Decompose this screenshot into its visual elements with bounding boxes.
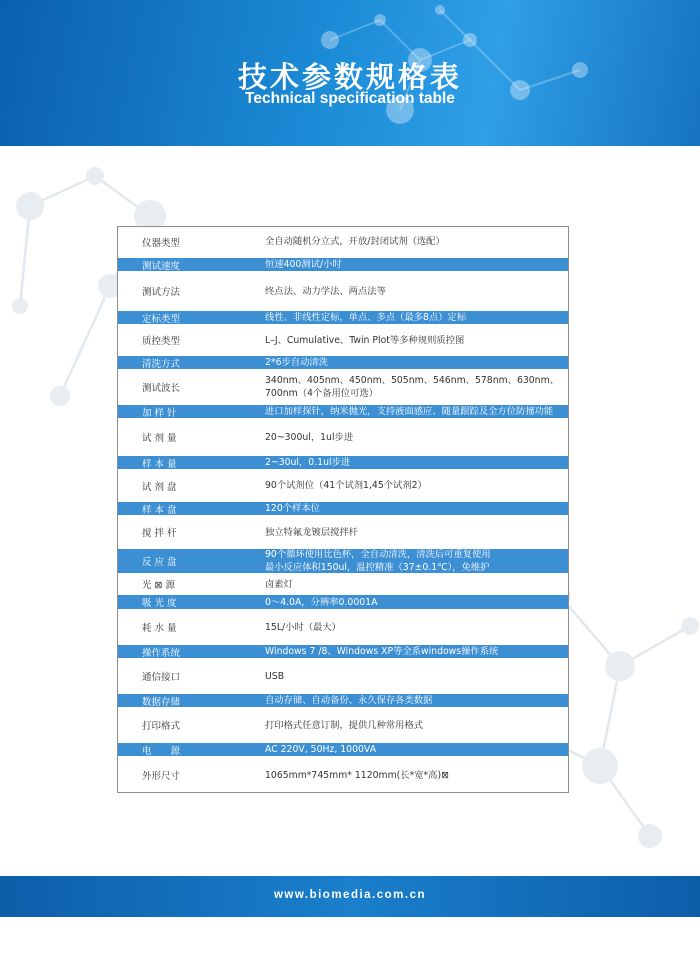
spec-label: 耗 水 量 xyxy=(142,623,177,634)
spec-label: 测试速度 xyxy=(142,260,181,272)
spec-row xyxy=(118,743,568,756)
spec-value: 恒速400测试/小时 xyxy=(265,259,342,270)
spec-value: 1065mm*745mm* 1120mm(长*宽*高)⊠ xyxy=(265,769,449,781)
spec-value: 340nm、405nm、450nm、505nm、546nm、578nm、630nm、 700nm（4个备用位可选） xyxy=(265,375,559,399)
page-footer xyxy=(0,876,700,917)
spec-value: 15L/小时（最大） xyxy=(265,621,341,633)
spec-row xyxy=(118,575,568,593)
spec-label: 试 剂 量 xyxy=(142,433,177,444)
spec-value: 卤素灯 xyxy=(265,578,293,590)
spec-row xyxy=(118,371,568,403)
spec-label: 加 样 针 xyxy=(142,407,177,419)
spec-label: 清洗方式 xyxy=(142,358,181,370)
spec-value: L–J、Cumulative、Twin Plot等多种规则质控图 xyxy=(265,334,465,346)
spec-row xyxy=(118,227,568,256)
spec-label: 通信接口 xyxy=(142,672,181,683)
spec-row xyxy=(118,709,568,741)
spec-label: 电 源 xyxy=(142,745,181,757)
spec-row xyxy=(118,758,568,792)
spec-value: 全自动随机分立式，开放/封闭试剂（选配） xyxy=(265,236,445,247)
spec-row xyxy=(118,273,568,309)
spec-row xyxy=(118,326,568,354)
spec-label: 质控类型 xyxy=(142,336,181,347)
spec-row xyxy=(118,549,568,573)
website-url: www.biomedia.com.cn xyxy=(273,889,427,901)
spec-value: 90个试剂位（41个试剂1,45个试剂2） xyxy=(265,480,427,491)
spec-label: 反 应 盘 xyxy=(142,557,177,568)
spec-label: 试 剂 盘 xyxy=(142,481,177,493)
spec-row xyxy=(118,694,568,707)
spec-value: 120个样本位 xyxy=(265,503,320,514)
spec-label: 数据存储 xyxy=(142,696,181,708)
spec-value: 线性、非线性定标，单点、多点（最多8点）定标 xyxy=(265,312,467,323)
spec-value: AC 220V, 50Hz, 1000VA xyxy=(265,744,377,755)
page-subtitle: Technical specification table xyxy=(245,90,455,107)
spec-label: 样 本 盘 xyxy=(142,504,177,516)
spec-row xyxy=(118,405,568,418)
spec-value: 90个循环使用比色杯，全自动清洗，清洗后可重复使用 最小反应体积150ul，温控精准（37±0.1℃），免维护 xyxy=(265,549,491,573)
spec-row xyxy=(118,456,568,469)
spec-label: 吸 光 度 xyxy=(142,598,177,609)
spec-label: 样 本 量 xyxy=(142,458,177,470)
spec-row xyxy=(118,471,568,500)
spec-label: 测试波长 xyxy=(142,383,181,394)
spec-row xyxy=(118,356,568,369)
spec-value: 终点法、动力学法、两点法等 xyxy=(265,285,386,297)
spec-label: 仪器类型 xyxy=(142,237,181,249)
page-title: 技术参数规格表 xyxy=(237,60,462,94)
spec-row xyxy=(118,517,568,547)
spec-value: Windows 7 /8、Windows XP等全系windows操作系统 xyxy=(265,646,499,657)
spec-label: 搅 拌 杆 xyxy=(142,528,177,539)
spec-row xyxy=(118,660,568,692)
spec-row xyxy=(118,502,568,515)
spec-label: 测试方法 xyxy=(142,287,181,298)
spec-row xyxy=(118,258,568,271)
spec-label: 打印格式 xyxy=(142,721,181,732)
spec-value: 打印格式任意订制，提供几种常用格式 xyxy=(265,719,424,731)
spec-value: 2~30ul，0.1ul步进 xyxy=(265,457,351,468)
spec-label: 外形尺寸 xyxy=(142,771,181,782)
spec-row xyxy=(118,420,568,454)
spec-label: 光 ⊠ 源 xyxy=(142,580,175,591)
spec-value: 进口加样探针，纳米抛光，支持液面感应、随量跟踪及全方位防撞功能 xyxy=(265,406,554,417)
spec-value: 独立特氟龙镀层搅拌杆 xyxy=(265,526,358,538)
spec-row xyxy=(118,611,568,643)
spec-row xyxy=(118,595,568,609)
spec-table xyxy=(117,226,569,793)
spec-label: 定标类型 xyxy=(142,313,181,325)
spec-row xyxy=(118,311,568,324)
spec-value: 20~300ul，1ul步进 xyxy=(265,431,354,443)
spec-value: 0～4.0A，分辨率0.0001A xyxy=(265,596,378,608)
spec-value: 2*6步自动清洗 xyxy=(265,357,328,368)
page-header xyxy=(0,0,700,146)
spec-value: USB xyxy=(265,670,285,682)
spec-label: 操作系统 xyxy=(142,647,181,659)
spec-value: 自动存储、自动备份、永久保存各类数据 xyxy=(265,695,433,706)
spec-row xyxy=(118,645,568,658)
